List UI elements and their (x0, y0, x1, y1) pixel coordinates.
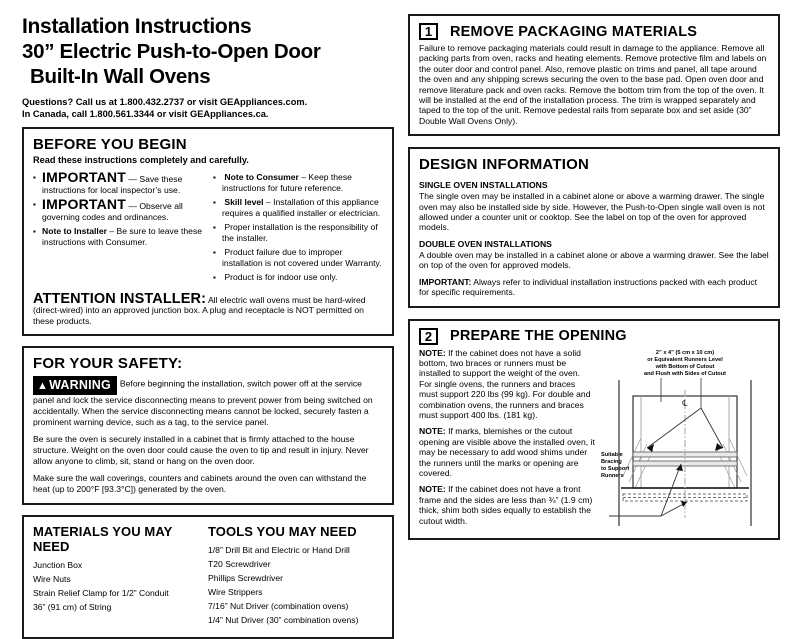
document-title-block (22, 14, 394, 120)
design-information-box (408, 147, 780, 307)
bullet-content (42, 226, 203, 248)
design-important-text: Always refer to individual installation instructions packed with each product for specific requirements. (419, 276, 758, 298)
bullet-dash: – (109, 225, 115, 236)
list-item (33, 195, 203, 223)
bullet-icon: ▪ (213, 172, 216, 182)
attention-installer-label: ATTENTION INSTALLER: (33, 290, 207, 307)
bullet-content (42, 168, 203, 196)
before-you-begin-lead: Read these instructions completely and carefully. (33, 155, 249, 165)
list-item: 1/4” Nut Driver (30” combination ovens) (208, 614, 359, 625)
step-2-header (419, 328, 769, 345)
before-you-begin-heading: BEFORE YOU BEGIN (33, 136, 187, 153)
bullet-body: Keep these instructions for future reference. (222, 171, 352, 193)
list-item: Phillips Screwdriver (208, 572, 283, 583)
page-title-line-2: 30” Electric Push-to-Open Door (22, 40, 321, 63)
warning-badge-label: WARNING (49, 377, 111, 392)
step-2-note-2 (419, 426, 595, 478)
bullet-dash: — (128, 200, 137, 211)
bullet-emphasis: IMPORTANT (42, 195, 126, 212)
list-item: Junction Box (33, 559, 83, 570)
page-title-line-3: Built-In Wall Ovens (30, 65, 211, 88)
bullet-body: Proper installation is the responsibility of the installer. (222, 221, 378, 243)
bullet-icon: ▪ (213, 197, 216, 207)
bullet-body: Save these instructions for local inspector’s use. (42, 173, 183, 195)
step-2-number: 2 (419, 328, 438, 345)
bullet-body: Be sure to leave these instructions with Consumer. (42, 225, 203, 247)
list-item (213, 197, 383, 219)
step-1-number: 1 (419, 23, 438, 40)
step-2-content (419, 348, 769, 533)
contact-info (22, 96, 394, 120)
bullet-emphasis: Note to Consumer (224, 171, 299, 182)
bullet-dash: — (128, 173, 137, 184)
bullet-content (222, 197, 383, 219)
bullet-icon: ▪ (213, 272, 216, 282)
list-item (213, 247, 383, 269)
bullet-icon: ▪ (213, 222, 216, 232)
note-text: If the cabinet does not have a solid bottom, two braces or runners must be installed to support the weight of the oven. For single ovens, the runners and braces must support 220 lbs (99 kg). For double and combination ovens, the runners and braces must support 400 lbs. (181 kg). (419, 347, 591, 420)
bullet-body: Installation of this appliance requires a qualified installer or electrician. (222, 196, 381, 218)
before-you-begin-box (22, 127, 394, 336)
note-text: If marks, blemishes or the cutout opening are visible above the installed oven, it may be necessary to add wood shims under the runners until the marks or opening are covered. (419, 426, 595, 478)
bracing-label-line-3: to Support (601, 465, 630, 472)
safety-paragraph-1 (33, 376, 383, 428)
svg-text:℄: ℄ (682, 398, 688, 408)
contact-line-us: Questions? Call us at 1.800.432.2737 or visit GEAppliances.com. (22, 97, 308, 107)
bullet-icon: ▪ (33, 199, 36, 209)
materials-column (33, 524, 208, 627)
cutout-opening-diagram (601, 348, 769, 533)
diagram-caption-line-3: with Bottom of Cutout (655, 363, 715, 370)
before-you-begin-left-list (33, 168, 203, 287)
bullet-content (222, 247, 383, 269)
bullet-content (222, 272, 383, 284)
bullet-content (222, 222, 383, 244)
note-label: NOTE: (419, 426, 446, 437)
bullet-emphasis: IMPORTANT (42, 168, 126, 185)
safety-paragraph-3: Make sure the wall coverings, counters and cabinets around the oven can withstand the heat (up to 200°F [93.3°C]) generated by the oven. (33, 472, 367, 494)
before-you-begin-right-list (213, 172, 383, 287)
list-item (213, 272, 383, 284)
bullet-emphasis: Note to Installer (42, 225, 107, 236)
step-2-note-1 (419, 348, 595, 421)
note-label: NOTE: (419, 347, 446, 358)
bullet-body: Observe all governing codes and ordinances. (42, 200, 183, 222)
materials-tools-columns (33, 524, 383, 627)
single-oven-body: The single oven may be installed in a cabinet alone or above a warming drawer. The single oven may also be installed side by side. However, the Push-to-Open single wall oven is not allowed under a counter unit or cooktop. See the label on top of the oven for approved models. (419, 191, 765, 233)
bracing-label-line-4: Runners (601, 472, 624, 479)
diagram-caption-line-1: 2” x 4” (5 cm x 10 cm) (655, 349, 715, 356)
bracing-label-line-2: Bracing (601, 458, 622, 465)
list-item: Wire Nuts (33, 573, 71, 584)
design-important-label: IMPORTANT: (419, 276, 472, 287)
note-label: NOTE: (419, 484, 446, 495)
step-2-box (408, 319, 780, 541)
list-item (33, 168, 203, 196)
bullet-content (222, 172, 383, 194)
list-item (213, 222, 383, 244)
bullet-dash: – (265, 196, 271, 207)
double-oven-heading: DOUBLE OVEN INSTALLATIONS (419, 238, 552, 249)
list-item: T20 Screwdriver (208, 558, 271, 569)
list-item: 36” (91 cm) of String (33, 601, 112, 612)
bullet-body: Product failure due to improper installation is not covered under Warranty. (222, 246, 382, 268)
tools-column (208, 524, 383, 627)
materials-tools-box (22, 515, 394, 639)
bullet-icon: ▪ (33, 172, 36, 182)
step-2-notes (419, 348, 595, 533)
list-item: Strain Relief Clamp for 1/2” Conduit (33, 587, 169, 598)
safety-heading: FOR YOUR SAFETY: (33, 355, 183, 373)
bullet-content (42, 195, 203, 223)
bracing-label-line-1: Suitable (601, 451, 623, 458)
warning-triangle-icon: ▲ (37, 379, 49, 392)
bullet-icon: ▪ (213, 247, 216, 257)
double-oven-body: A double oven may be installed in a cabinet alone or above a warming drawer. See the label on top of the oven for approved models. (419, 249, 769, 271)
step-2-note-3 (419, 484, 595, 526)
diagram-caption-line-2: or Equivalent Runners Level (647, 356, 723, 363)
diagram-caption (601, 350, 769, 378)
list-item: Wire Strippers (208, 586, 263, 597)
list-item (213, 172, 383, 194)
diagram-caption-line-4: and Flush with Sides of Cutout (643, 370, 727, 377)
single-oven-heading: SINGLE OVEN INSTALLATIONS (419, 180, 548, 191)
tools-heading: TOOLS YOU MAY NEED (208, 523, 357, 539)
bracing-label (601, 452, 629, 480)
bullet-dash: – (301, 171, 307, 182)
step-1-header (419, 23, 769, 40)
step-1-box (408, 14, 780, 136)
left-column (22, 14, 394, 639)
list-item: 1/8” Drill Bit and Electric or Hand Drill (208, 544, 350, 555)
bullet-icon: ▪ (33, 226, 36, 236)
list-item: 7/16” Nut Driver (combination ovens) (208, 600, 349, 611)
page-title-line-1: Installation Instructions (22, 15, 252, 38)
note-text: If the cabinet does not have a front frame and the sides are less than ¾” (1.9 cm) thick, shim both sides equally to establish the cutout width. (419, 484, 593, 526)
before-you-begin-columns (33, 168, 383, 287)
right-column (408, 14, 780, 540)
safety-paragraph-1-text: Before beginning the installation, switch power off at the service panel and lock the service disconnecting means to prevent power from being switched on accidentally. When the service disconnecting means cannot be locked, securely fasten a prominent warning device, such as a tag, to the service panel. (33, 378, 373, 427)
materials-heading: MATERIALS YOU MAY NEED (33, 523, 173, 554)
safety-paragraph-2: Be sure the oven is securely installed in a cabinet that is firmly attached to the house structure. Weight on the oven door could cause the oven to tip and result in injury. Never allow anyone to climb, sit, stand or hang on the oven door. (33, 433, 369, 466)
safety-box (22, 346, 394, 505)
attention-installer-text: All electric wall ovens must be hard-wired (direct-wired) into an approved junction box. A plug and receptacle is NOT permitted on these products. (33, 294, 366, 326)
step-2-title: PREPARE THE OPENING (450, 328, 627, 344)
warning-badge (33, 376, 117, 395)
attention-installer-note (33, 290, 383, 327)
bullet-body: Product is for indoor use only. (224, 271, 338, 282)
design-important-note (419, 277, 769, 298)
list-item (33, 226, 203, 248)
step-1-body: Failure to remove packaging materials could result in damage to the appliance. Remove all packing parts from oven, racks and heating elements. Remove protective film and labels on the outer door and control panel. Also, remove plastic on trims and panel, all tape around the oven and any shipping screws securing the oven to the base pad. Open oven door and remove literature pack and oven racks. Remove the bottom trim from the top of the oven. It will be installed at the end of the installation process. The trim is wrapped separately and taped to the top of the unit. Remove pedestal rails from separate box and set aside (30” Double Wall Ovens Only). (419, 43, 767, 126)
design-information-heading: DESIGN INFORMATION (419, 156, 589, 174)
step-1-title: REMOVE PACKAGING MATERIALS (450, 23, 698, 40)
bullet-emphasis: Skill level (224, 196, 264, 207)
contact-line-canada: In Canada, call 1.800.561.3344 or visit GEAppliances.ca. (22, 109, 269, 119)
